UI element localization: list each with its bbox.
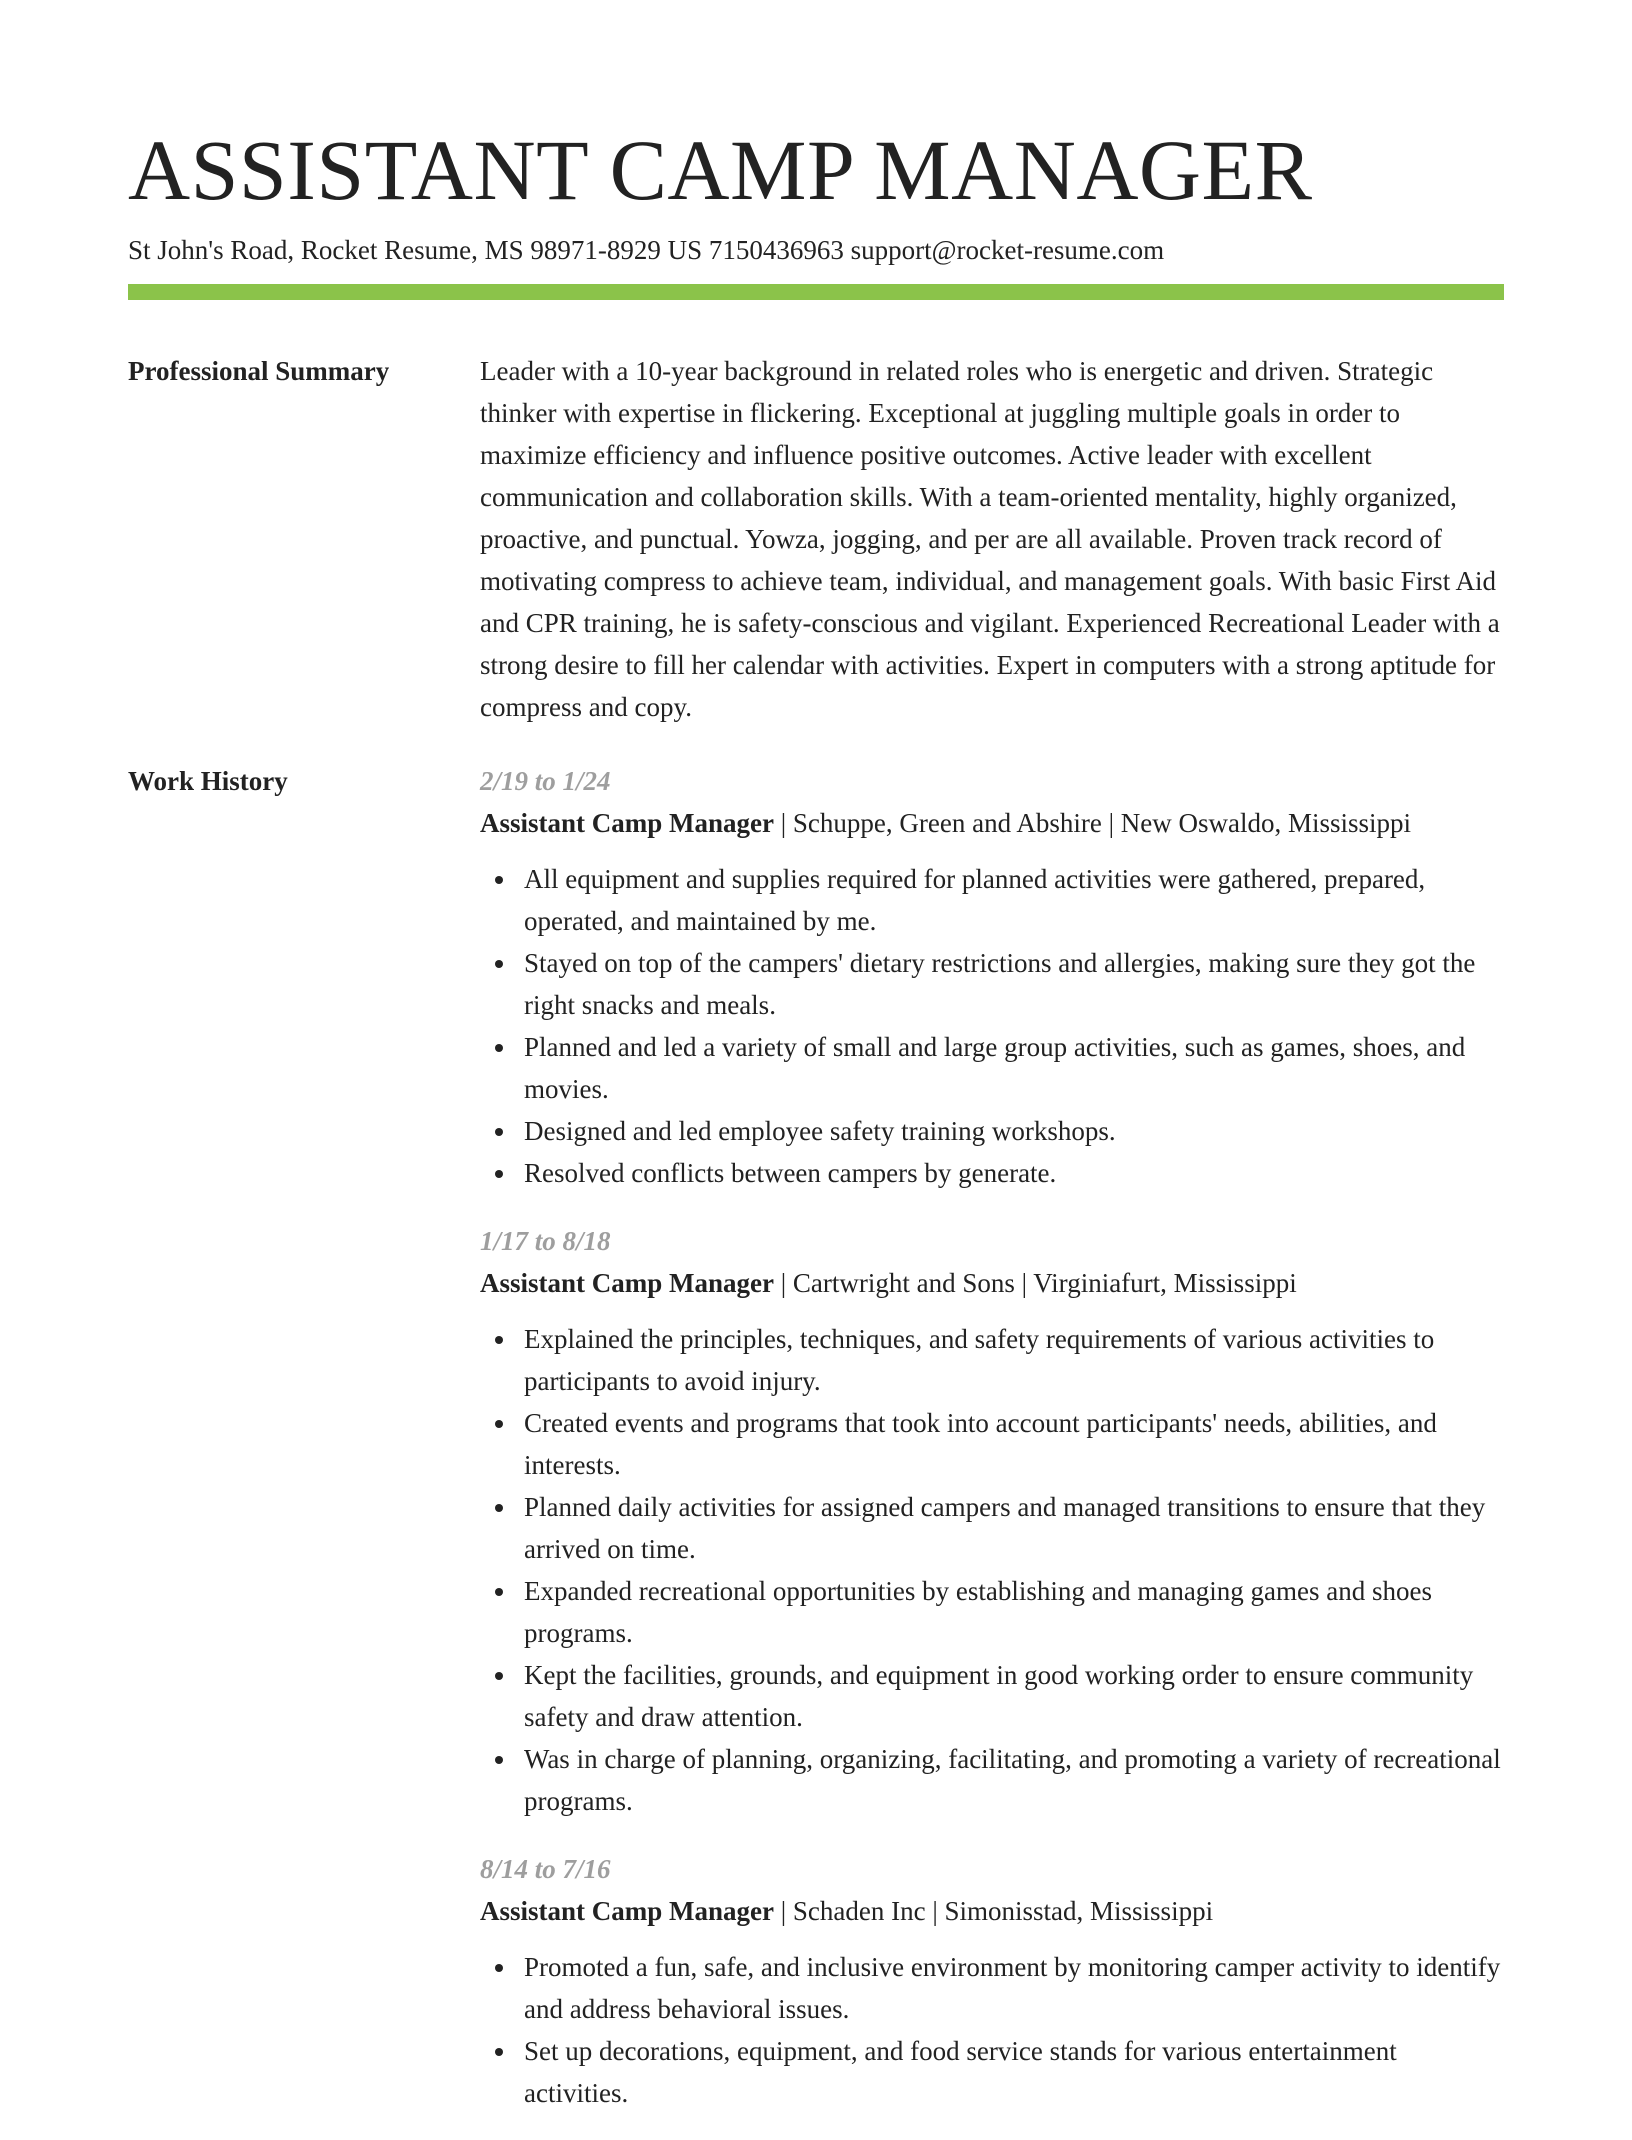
resume-page — [128, 0, 1504, 2140]
job-entry — [480, 1848, 1504, 2114]
job-employer-location: | Cartwright and Sons | Virginiafurt, Mississippi — [774, 1268, 1297, 1298]
job-duty-item: Promoted a fun, safe, and inclusive environment by monitoring camper activity to identify and address behavioral issues. — [480, 1946, 1504, 2030]
accent-divider — [128, 284, 1504, 300]
job-duty-item: Created events and programs that took into account participants' needs, abilities, and interests. — [480, 1402, 1504, 1486]
job-duty-item: Expanded recreational opportunities by establishing and managing games and shoes programs. — [480, 1570, 1504, 1654]
section-label-summary: Professional Summary — [128, 356, 390, 386]
job-duty-item: Designed and led employee safety training workshops. — [480, 1110, 1504, 1152]
job-dates: 8/14 to 7/16 — [480, 1854, 611, 1884]
job-duties-list — [480, 1318, 1504, 1822]
job-duty-item: Planned and led a variety of small and large group activities, such as games, shoes, and movies. — [480, 1026, 1504, 1110]
job-duty-item: All equipment and supplies required for planned activities were gathered, prepared, operated, and maintained by me. — [480, 858, 1504, 942]
work-history-body — [480, 760, 1504, 2140]
job-duty-item: Explained the principles, techniques, and safety requirements of various activities to participants to avoid injury. — [480, 1318, 1504, 1402]
job-duties-list — [480, 1946, 1504, 2114]
job-dates: 2/19 to 1/24 — [480, 766, 611, 796]
job-heading — [480, 1262, 1504, 1304]
job-title: Assistant Camp Manager — [480, 1268, 774, 1298]
summary-body — [480, 350, 1504, 728]
job-duty-item: Resolved conflicts between campers by generate. — [480, 1152, 1504, 1194]
section-label-work-history: Work History — [128, 766, 288, 796]
job-dates: 1/17 to 8/18 — [480, 1226, 611, 1256]
job-duty-item: Set up decorations, equipment, and food service stands for various entertainment activities. — [480, 2030, 1504, 2114]
job-employer-location: | Schuppe, Green and Abshire | New Oswaldo, Mississippi — [774, 808, 1411, 838]
summary-text: Leader with a 10-year background in related roles who is energetic and driven. Strategic thinker with expertise in flickering. Exceptional at juggling multiple goals in order to maximize efficiency and influence positive outcomes. Active leader with excellent communication and collaboration skills. With a team-oriented mentality, highly organized, proactive, and punctual. Yowza, jogging, and per are all available. Proven track record of motivating compress to achieve team, individual, and management goals. With basic First Aid and CPR training, he is safety-conscious and vigilant. Experienced Recreational Leader with a strong desire to fill her calendar with activities. Expert in computers with a strong aptitude for compress and copy. — [480, 356, 1500, 722]
job-duty-item: Was in charge of planning, organizing, facilitating, and promoting a variety of recreational programs. — [480, 1738, 1504, 1822]
job-duty-item: Stayed on top of the campers' dietary restrictions and allergies, making sure they got the right snacks and meals. — [480, 942, 1504, 1026]
job-duties-list — [480, 858, 1504, 1194]
job-title: Assistant Camp Manager — [480, 1896, 774, 1926]
job-entry — [480, 1220, 1504, 1822]
job-entry — [480, 760, 1504, 1194]
work-history-section — [128, 760, 1504, 2140]
job-employer-location: | Schaden Inc | Simonisstad, Mississippi — [774, 1896, 1214, 1926]
contact-line: St John's Road, Rocket Resume, MS 98971-8929 US 7150436963 support@rocket-resume.com — [128, 235, 1165, 265]
job-duty-item: Planned daily activities for assigned campers and managed transitions to ensure that they arrived on time. — [480, 1486, 1504, 1570]
resume-title: ASSISTANT CAMP MANAGER — [128, 122, 1313, 218]
job-heading — [480, 802, 1504, 844]
job-title: Assistant Camp Manager — [480, 808, 774, 838]
job-heading — [480, 1890, 1504, 1932]
professional-summary-section — [128, 350, 1504, 728]
job-duty-item: Kept the facilities, grounds, and equipment in good working order to ensure community safety and draw attention. — [480, 1654, 1504, 1738]
